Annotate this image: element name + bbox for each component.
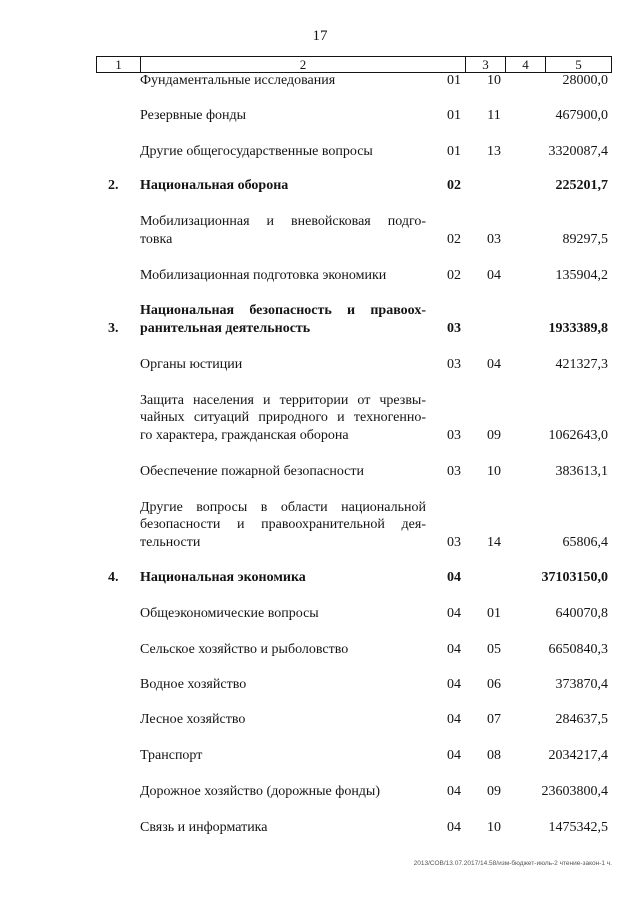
amount: 284637,5 xyxy=(555,711,608,727)
section-code: 04 xyxy=(447,819,461,835)
row-name xyxy=(140,72,426,90)
table-row xyxy=(0,569,640,586)
amount: 373870,4 xyxy=(555,676,608,692)
row-name xyxy=(140,463,426,481)
table-row xyxy=(0,747,640,764)
row-name-line: Защита населения и территории от чрезвы- xyxy=(140,392,426,408)
header-col-5: 5 xyxy=(575,57,582,72)
row-name-line: Обеспечение пожарной безопасности xyxy=(140,463,365,479)
section-code: 04 xyxy=(447,569,461,585)
row-name-line: го характера, гражданская оборона xyxy=(140,427,349,443)
table-row xyxy=(0,143,640,160)
subsection-code: 04 xyxy=(487,356,501,372)
row-name-line: Национальная безопасность и правоох- xyxy=(140,303,426,318)
section-code: 01 xyxy=(447,72,461,88)
amount: 135904,2 xyxy=(555,267,608,283)
subsection-code: 01 xyxy=(487,605,501,621)
table-row xyxy=(0,641,640,658)
header-col-2: 2 xyxy=(141,57,466,72)
row-name-line: Национальная оборона xyxy=(140,177,289,193)
row-name-line: Другие вопросы в области национальной xyxy=(140,499,426,515)
table-row xyxy=(0,177,640,194)
table-row xyxy=(0,392,640,444)
section-code: 04 xyxy=(447,676,461,692)
row-number: 3. xyxy=(108,320,119,336)
row-name xyxy=(140,711,426,729)
amount: 1062643,0 xyxy=(548,427,608,443)
amount: 225201,7 xyxy=(555,177,608,193)
table-row xyxy=(0,107,640,124)
amount: 467900,0 xyxy=(555,107,608,123)
row-name xyxy=(140,177,426,195)
row-number: 2. xyxy=(108,177,119,193)
section-code: 03 xyxy=(447,463,461,479)
row-name-line: Сельское хозяйство и рыболовство xyxy=(140,641,349,657)
amount: 23603800,4 xyxy=(541,783,608,799)
row-name-line: Фундаментальные исследования xyxy=(140,72,336,88)
section-code: 02 xyxy=(447,267,461,283)
section-code: 03 xyxy=(447,356,461,372)
amount: 6650840,3 xyxy=(548,641,608,657)
row-name-line: товка xyxy=(140,231,173,247)
row-name xyxy=(140,267,426,285)
subsection-code: 13 xyxy=(487,143,501,159)
row-number: 4. xyxy=(108,569,119,585)
subsection-code: 09 xyxy=(487,427,501,443)
table-row xyxy=(0,499,640,551)
amount: 3320087,4 xyxy=(548,143,608,159)
row-name xyxy=(140,499,426,552)
row-name-line: Национальная экономика xyxy=(140,569,306,585)
amount: 1933389,8 xyxy=(548,320,608,336)
section-code: 02 xyxy=(447,231,461,247)
amount: 28000,0 xyxy=(562,72,608,88)
row-name-line: безопасности и правоохранительной дея- xyxy=(140,517,426,532)
amount: 421327,3 xyxy=(555,356,608,372)
table-row xyxy=(0,303,640,337)
header-col-4: 4 xyxy=(506,57,546,72)
row-name xyxy=(140,356,426,374)
row-name xyxy=(140,213,426,248)
row-name-line: Другие общегосударственные вопросы xyxy=(140,143,373,159)
row-name-line: Резервные фонды xyxy=(140,107,247,123)
amount: 37103150,0 xyxy=(541,569,608,585)
subsection-code: 05 xyxy=(487,641,501,657)
table-row xyxy=(0,267,640,284)
table-row xyxy=(0,783,640,800)
row-name-line: Дорожное хозяйство (дорожные фонды) xyxy=(140,783,381,799)
row-name-line: Органы юстиции xyxy=(140,356,243,372)
amount: 2034217,4 xyxy=(548,747,608,763)
row-name xyxy=(140,107,426,125)
table-row xyxy=(0,819,640,836)
row-name-line: Транспорт xyxy=(140,747,203,763)
row-name-line: Связь и информатика xyxy=(140,819,268,835)
row-name xyxy=(140,641,426,659)
subsection-code: 11 xyxy=(487,107,501,123)
section-code: 04 xyxy=(447,783,461,799)
row-name xyxy=(140,605,426,623)
table-row xyxy=(0,605,640,622)
section-code: 01 xyxy=(447,143,461,159)
table-row xyxy=(0,711,640,728)
section-code: 03 xyxy=(447,427,461,443)
table-row xyxy=(0,676,640,693)
row-name-line: тельности xyxy=(140,534,201,550)
row-name-line: ранительная деятельность xyxy=(140,320,311,336)
section-code: 01 xyxy=(447,107,461,123)
row-name-line: Мобилизационная подготовка экономики xyxy=(140,267,387,283)
row-name-line: Мобилизационная и вневойсковая подго- xyxy=(140,214,426,229)
section-code: 02 xyxy=(447,177,461,193)
amount: 89297,5 xyxy=(562,231,608,247)
footer-note: 2013/СОВ/13.07.2017/14.58/изм-бюджет-июль-2 чтение-закон-1 ч. xyxy=(413,860,612,867)
table-header xyxy=(96,56,612,73)
page-number: 17 xyxy=(312,28,328,44)
subsection-code: 10 xyxy=(487,72,501,88)
section-code: 04 xyxy=(447,641,461,657)
table-row xyxy=(0,463,640,480)
header-col-1: 1 xyxy=(97,57,141,72)
subsection-code: 10 xyxy=(487,463,501,479)
amount: 383613,1 xyxy=(555,463,608,479)
row-name xyxy=(140,783,426,801)
row-name xyxy=(140,747,426,765)
row-name xyxy=(140,676,426,694)
subsection-code: 14 xyxy=(487,534,501,550)
row-name-line: чайных ситуаций природного и техногенно- xyxy=(140,410,426,425)
section-code: 04 xyxy=(447,711,461,727)
table-row xyxy=(0,356,640,373)
table-row xyxy=(0,214,640,248)
table-row xyxy=(0,72,640,89)
row-name xyxy=(140,392,426,445)
row-name xyxy=(140,302,426,337)
subsection-code: 03 xyxy=(487,231,501,247)
subsection-code: 07 xyxy=(487,711,501,727)
section-code: 03 xyxy=(447,320,461,336)
section-code: 03 xyxy=(447,534,461,550)
row-name-line: Общеэкономические вопросы xyxy=(140,605,319,621)
row-name xyxy=(140,143,426,161)
row-name-line: Лесное хозяйство xyxy=(140,711,246,727)
row-name xyxy=(140,569,426,587)
subsection-code: 04 xyxy=(487,267,501,283)
subsection-code: 08 xyxy=(487,747,501,763)
subsection-code: 06 xyxy=(487,676,501,692)
section-code: 04 xyxy=(447,747,461,763)
section-code: 04 xyxy=(447,605,461,621)
amount: 640070,8 xyxy=(555,605,608,621)
row-name xyxy=(140,819,426,837)
amount: 65806,4 xyxy=(562,534,608,550)
header-col-3: 3 xyxy=(466,57,506,72)
row-name-line: Водное хозяйство xyxy=(140,676,247,692)
amount: 1475342,5 xyxy=(548,819,608,835)
subsection-code: 10 xyxy=(487,819,501,835)
subsection-code: 09 xyxy=(487,783,501,799)
